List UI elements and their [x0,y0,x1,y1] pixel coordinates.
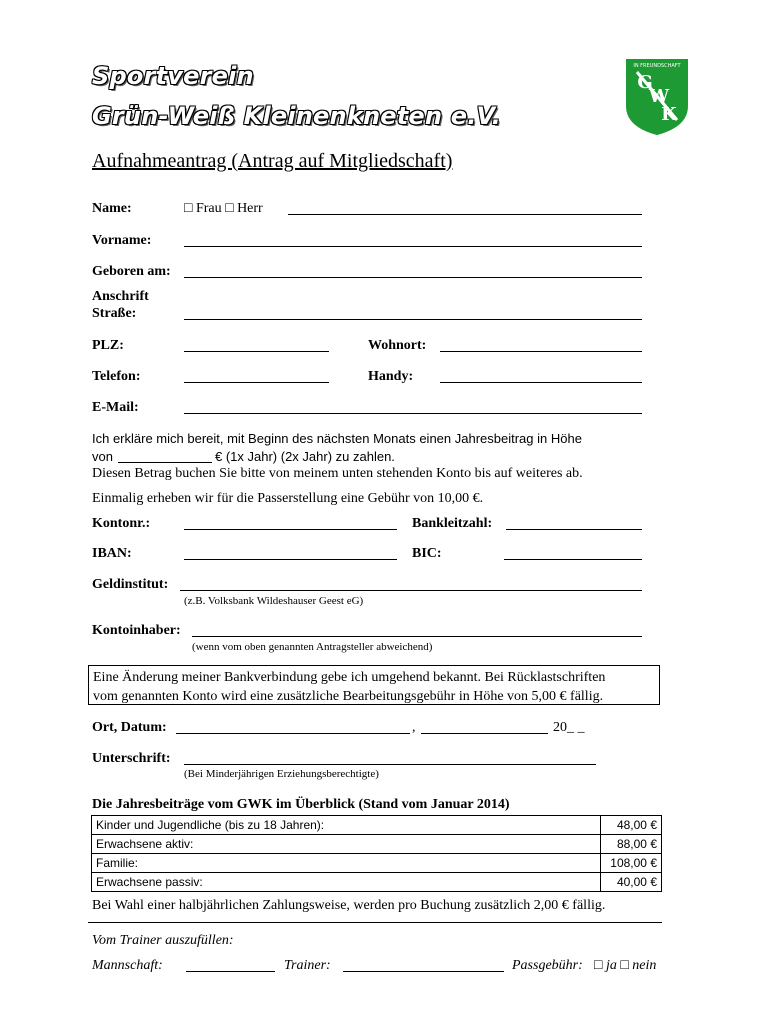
name-field[interactable] [288,214,642,215]
blz-label: Bankleitzahl: [412,516,493,531]
plz-label: PLZ: [92,338,124,353]
declaration-line2-prefix: von [92,449,113,464]
svg-text:G: G [637,72,653,93]
fees-table [91,815,662,892]
blz-field[interactable] [506,529,642,530]
fee-label: Erwachsene aktiv: [92,835,601,854]
bank-change-notice [88,665,660,705]
svg-text:K: K [661,104,677,125]
vorname-label: Vorname: [92,233,152,248]
strasse-field[interactable] [184,319,642,320]
fee-label: Familie: [92,854,601,873]
svg-text:W: W [648,86,670,107]
beitrag-amount-field[interactable] [118,462,212,463]
table-row [92,835,662,854]
trainer-label: Trainer: [284,958,331,973]
iban-field[interactable] [184,559,397,560]
kontoinhaber-label: Kontoinhaber: [92,623,181,638]
email-field[interactable] [184,413,642,414]
handy-label: Handy: [368,369,414,384]
mannschaft-label: Mannschaft: [92,958,163,973]
geldinstitut-hint: (z.B. Volksbank Wildeshauser Geest eG) [184,595,364,607]
table-row [92,854,662,873]
vorname-field[interactable] [184,246,642,247]
plz-field[interactable] [184,351,329,352]
fee-amount: 108,00 € [601,854,662,873]
salutation-options[interactable]: □ Frau □ Herr [184,201,263,216]
trainer-heading: Vom Trainer auszufüllen: [92,933,234,948]
bic-field[interactable] [504,559,642,560]
geldinstitut-label: Geldinstitut: [92,577,169,592]
declaration-line1: Ich erkläre mich bereit, mit Beginn des nächsten Monats einen Jahresbeitrag in Höhe [92,431,582,446]
fee-label: Erwachsene passiv: [92,873,601,892]
email-label: E-Mail: [92,400,139,415]
kontonr-field[interactable] [184,529,397,530]
wohnort-field[interactable] [440,351,642,352]
declaration-line4: Einmalig erheben wir für die Passerstellung eine Gebühr von 10,00 €. [92,491,484,506]
kontoinhaber-field[interactable] [192,636,642,637]
fee-amount: 40,00 € [601,873,662,892]
geboren-label: Geboren am: [92,264,171,279]
trainer-field[interactable] [343,971,504,972]
fee-amount: 88,00 € [601,835,662,854]
unterschrift-field[interactable] [184,764,596,765]
ort-datum-comma: , [412,720,416,735]
geldinstitut-field[interactable] [180,590,642,591]
passgebuehr-label: Passgebühr: [512,958,583,973]
year-field[interactable]: 20_ _ [553,720,585,735]
bic-label: BIC: [412,546,442,561]
declaration-line2-suffix: € (1x Jahr) (2x Jahr) zu zahlen. [215,449,395,464]
section-divider [88,922,662,923]
club-logo [625,58,689,136]
handy-field[interactable] [440,382,642,383]
table-row [92,873,662,892]
club-name-line1: Sportverein [92,62,254,90]
datum-field[interactable] [421,733,548,734]
mannschaft-field[interactable] [186,971,275,972]
strasse-label: Straße: [92,306,137,321]
unterschrift-hint: (Bei Minderjährigen Erziehungsberechtigte) [184,768,379,780]
club-name-line2: Grün-Weiß Kleinenkneten e.V. [92,102,501,130]
table-row [92,816,662,835]
fee-amount: 48,00 € [601,816,662,835]
unterschrift-label: Unterschrift: [92,751,171,766]
geboren-field[interactable] [184,277,642,278]
kontonr-label: Kontonr.: [92,516,151,531]
wohnort-label: Wohnort: [368,338,427,353]
page-title: Aufnahmeantrag (Antrag auf Mitgliedschaft) [92,150,453,172]
telefon-label: Telefon: [92,369,141,384]
svg-text:IN FREUNDSCHAFT: IN FREUNDSCHAFT [633,63,681,69]
anschrift-label: Anschrift [92,289,149,304]
fees-heading: Die Jahresbeiträge vom GWK im Überblick (Stand vom Januar 2014) [92,797,510,812]
ort-datum-field[interactable] [176,733,410,734]
ort-datum-label: Ort, Datum: [92,720,167,735]
notice-line2: vom genannten Konto wird eine zusätzliche Bearbeitungsgebühr in Höhe von 5,00 € fällig. [93,689,604,704]
name-label: Name: [92,201,132,216]
passgebuehr-options[interactable]: □ ja □ nein [594,958,657,973]
fee-label: Kinder und Jugendliche (bis zu 18 Jahren): [92,816,601,835]
kontoinhaber-hint: (wenn vom oben genannten Antragsteller abweichend) [192,641,433,653]
telefon-field[interactable] [184,382,329,383]
iban-label: IBAN: [92,546,132,561]
halfyear-note: Bei Wahl einer halbjährlichen Zahlungsweise, werden pro Buchung zusätzlich 2,00 € fällig. [92,898,606,913]
declaration-line3: Diesen Betrag buchen Sie bitte von meinem unten stehenden Konto bis auf weiteres ab. [92,466,583,481]
notice-line1: Eine Änderung meiner Bankverbindung gebe ich umgehend bekannt. Bei Rücklastschriften [93,670,606,685]
